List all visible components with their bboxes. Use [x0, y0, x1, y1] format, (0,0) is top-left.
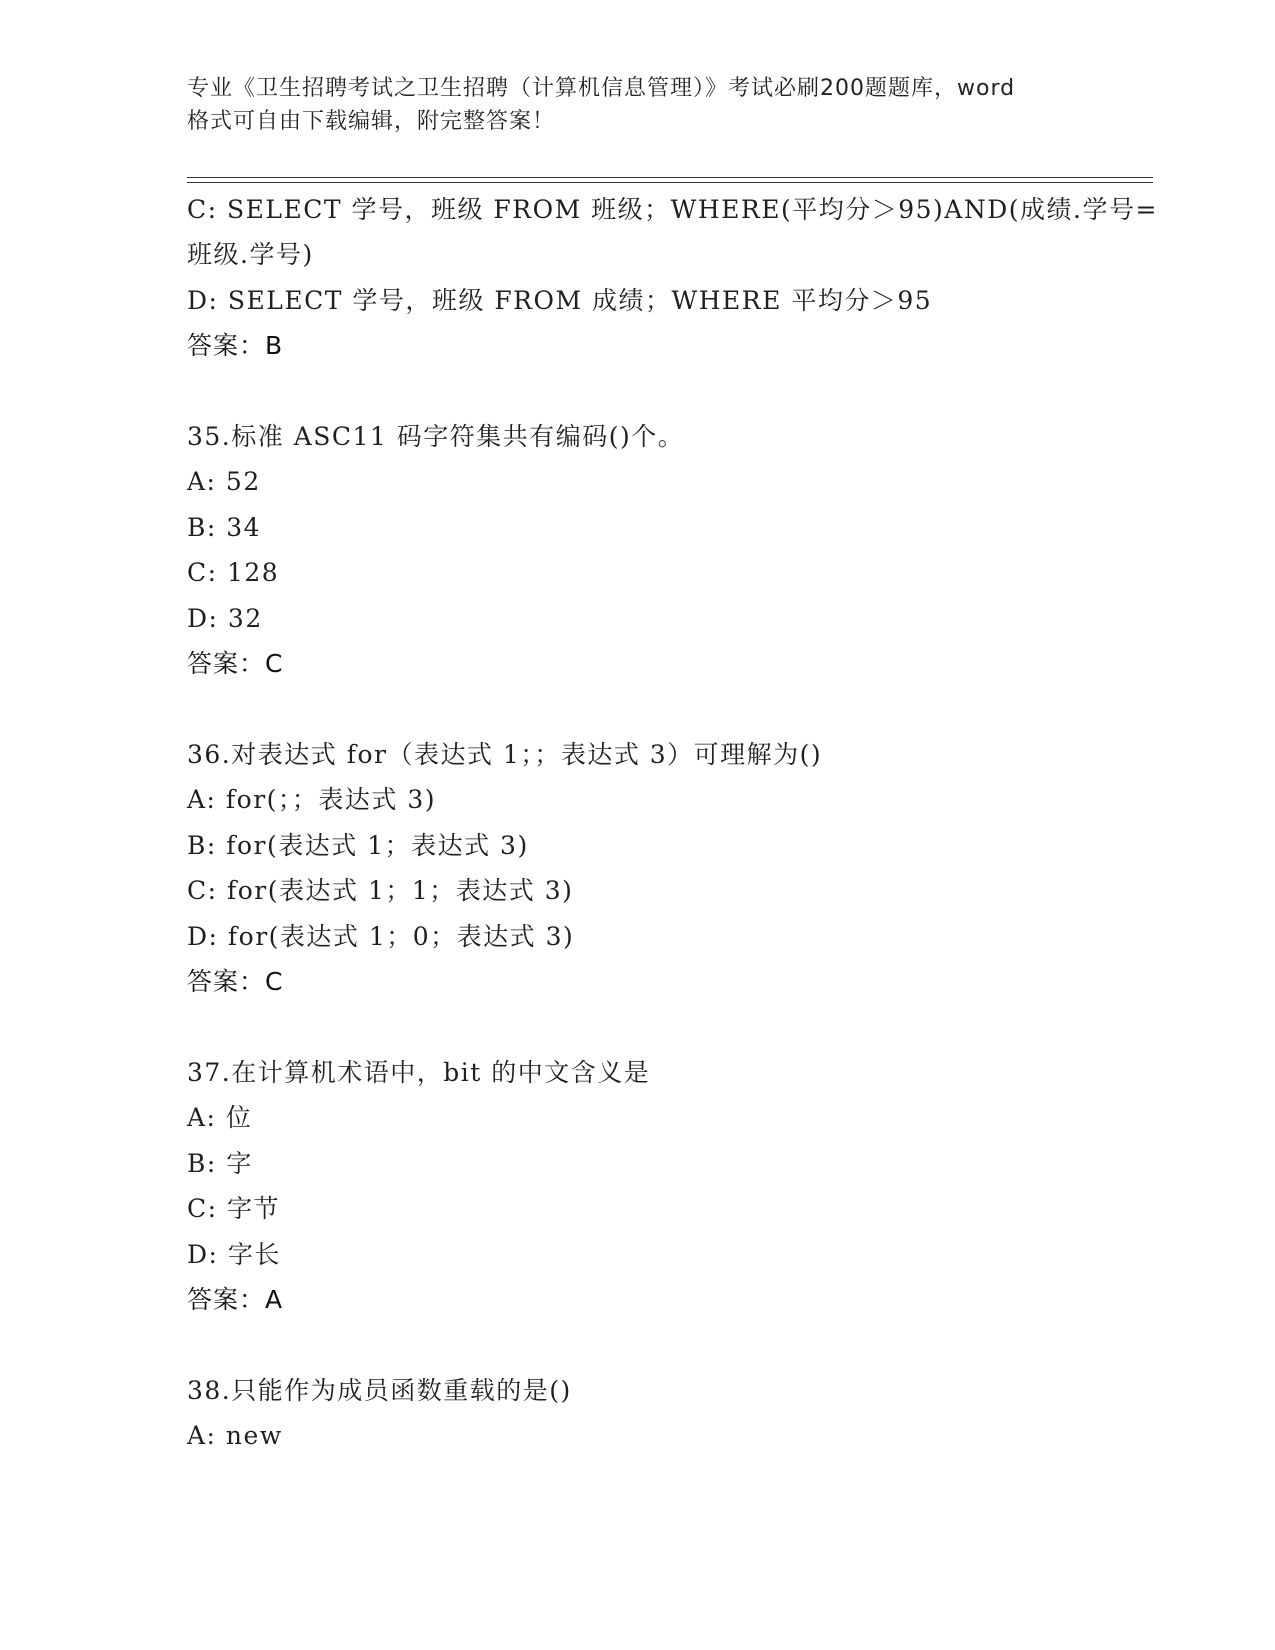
q37-question: 37.在计算机术语中，bit 的中文含义是	[187, 1058, 651, 1087]
q36-option-b: B: for(表达式 1；表达式 3)	[187, 831, 529, 860]
q36-answer: 答案：C	[187, 967, 284, 996]
q36-option-a: A: for(；；表达式 3)	[187, 785, 437, 814]
q37-option-d: D: 字长	[187, 1240, 281, 1269]
q35-option-c: C: 128	[187, 558, 280, 587]
q35-option-a: A: 52	[187, 467, 261, 496]
q37-answer: 答案：A	[187, 1285, 284, 1314]
q34-option-c-line1: C: SELECT 学号，班级 FROM 班级；WHERE(平均分＞95)AND(成绩.学号=	[187, 195, 1158, 224]
q37-option-b: B: 字	[187, 1149, 253, 1178]
q35-question: 35.标准 ASC11 码字符集共有编码()个。	[187, 422, 685, 451]
q37-option-a: A: 位	[187, 1103, 253, 1132]
header-divider-bottom	[187, 182, 1153, 183]
q34-answer: 答案：B	[187, 331, 284, 360]
q35-option-d: D: 32	[187, 604, 263, 633]
q36-option-d: D: for(表达式 1；0；表达式 3)	[187, 922, 575, 951]
header-line-2: 格式可自由下载编辑，附完整答案！	[187, 109, 556, 134]
q34-option-c-line2: 班级.学号)	[187, 240, 314, 269]
q36-option-c: C: for(表达式 1；1；表达式 3)	[187, 876, 574, 905]
q37-option-c: C: 字节	[187, 1194, 280, 1223]
q36-question: 36.对表达式 for（表达式 1；；表达式 3）可理解为()	[187, 740, 823, 769]
q35-option-b: B: 34	[187, 513, 262, 542]
q35-answer: 答案：C	[187, 649, 284, 678]
q38-option-a: A: new	[187, 1421, 283, 1450]
header-line-1: 专业《卫生招聘考试之卫生招聘（计算机信息管理）》考试必刷200题题库，word	[187, 76, 1016, 101]
q38-question: 38.只能作为成员函数重载的是()	[187, 1376, 572, 1405]
q34-option-d: D: SELECT 学号，班级 FROM 成绩；WHERE 平均分＞95	[187, 286, 933, 315]
header-divider-top	[187, 177, 1153, 178]
document-header	[187, 72, 1087, 138]
